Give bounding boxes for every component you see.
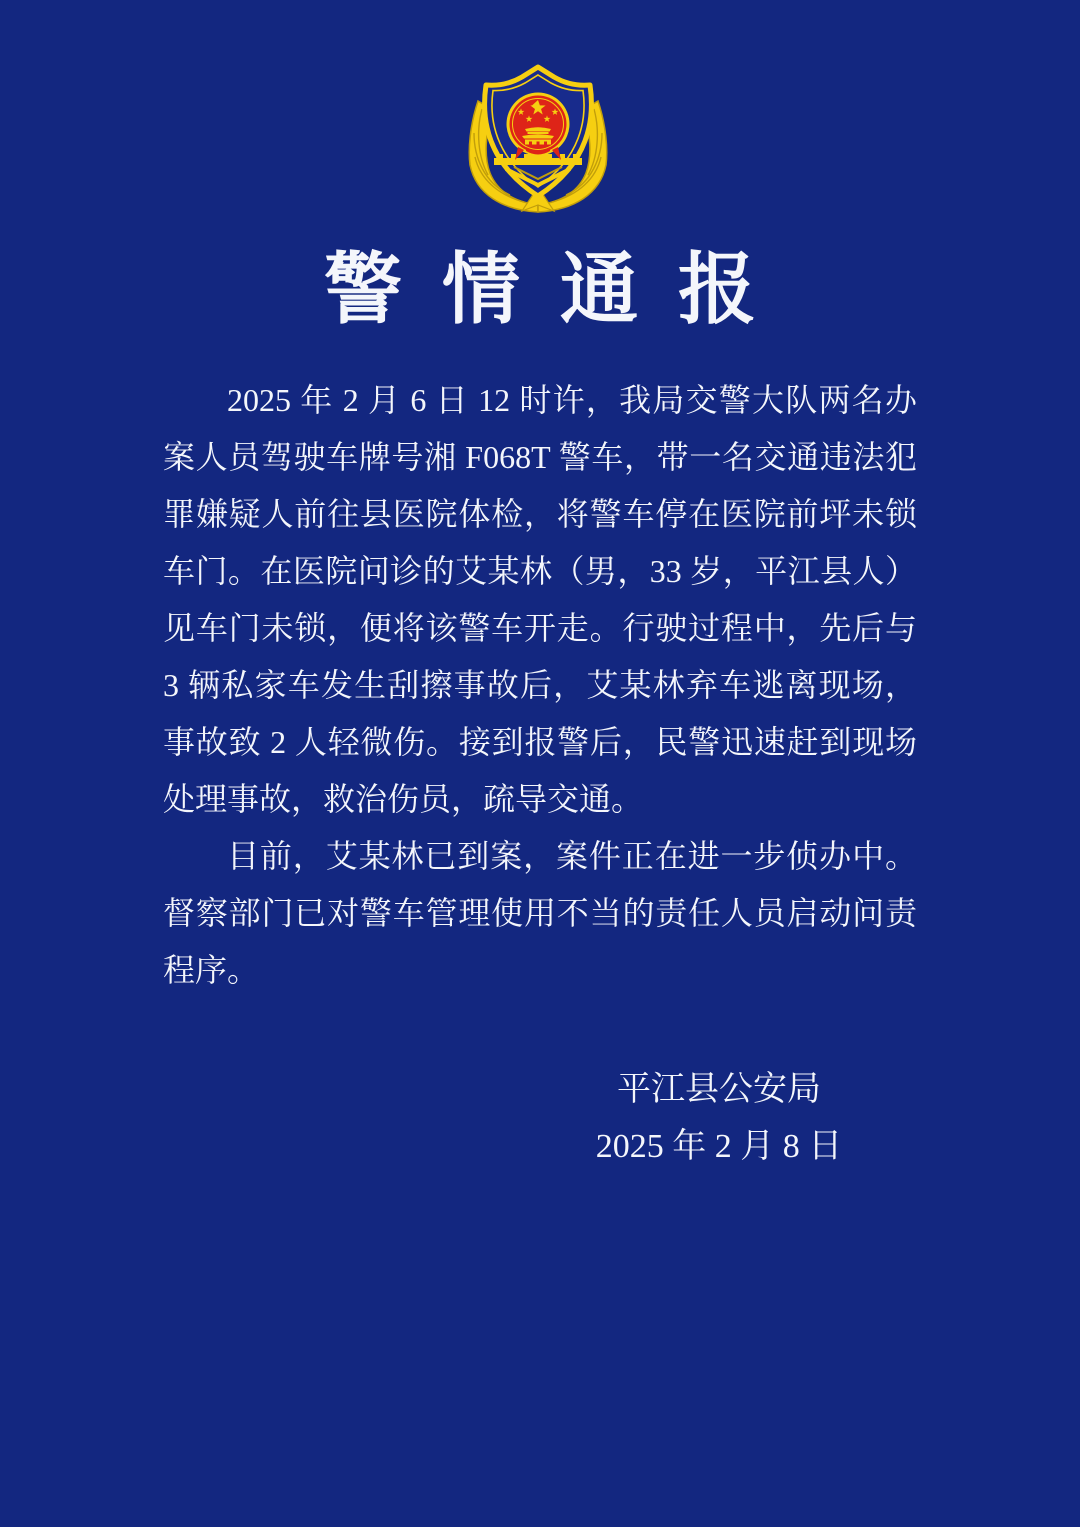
notice-body xyxy=(163,372,917,999)
signature-block xyxy=(596,1061,843,1175)
body-line: 车门。在医院问诊的艾某林（男，33 岁，平江县人） xyxy=(163,553,917,589)
body-line: 事故致 2 人轻微伤。接到报警后，民警迅速赶到现场 xyxy=(163,724,917,760)
body-line: 处理事故，救治伤员，疏导交通。 xyxy=(163,781,644,817)
body-line: 3 辆私家车发生刮擦事故后，艾某林弃车逃离现场， xyxy=(163,667,917,703)
police-badge-icon xyxy=(466,61,610,213)
body-line: 罪嫌疑人前往县医院体检，将警车停在医院前坪未锁 xyxy=(163,496,917,532)
body-line: 见车门未锁，便将该警车开走。行驶过程中，先后与 xyxy=(163,610,917,646)
body-line: 目前，艾某林已到案，案件正在进一步侦办中。 xyxy=(227,838,917,874)
notice-title: 警情通报 xyxy=(323,246,796,333)
body-line: 2025 年 2 月 6 日 12 时许，我局交警大队两名办 xyxy=(227,382,917,418)
signature-agency: 平江县公安局 xyxy=(617,1071,821,1108)
signature-date: 2025 年 2 月 8 日 xyxy=(595,1128,843,1165)
body-line: 案人员驾驶车牌号湘 F068T 警车，带一名交通违法犯 xyxy=(163,439,917,475)
body-line: 程序。 xyxy=(163,952,260,988)
body-line: 督察部门已对警车管理使用不当的责任人员启动问责 xyxy=(163,895,917,931)
